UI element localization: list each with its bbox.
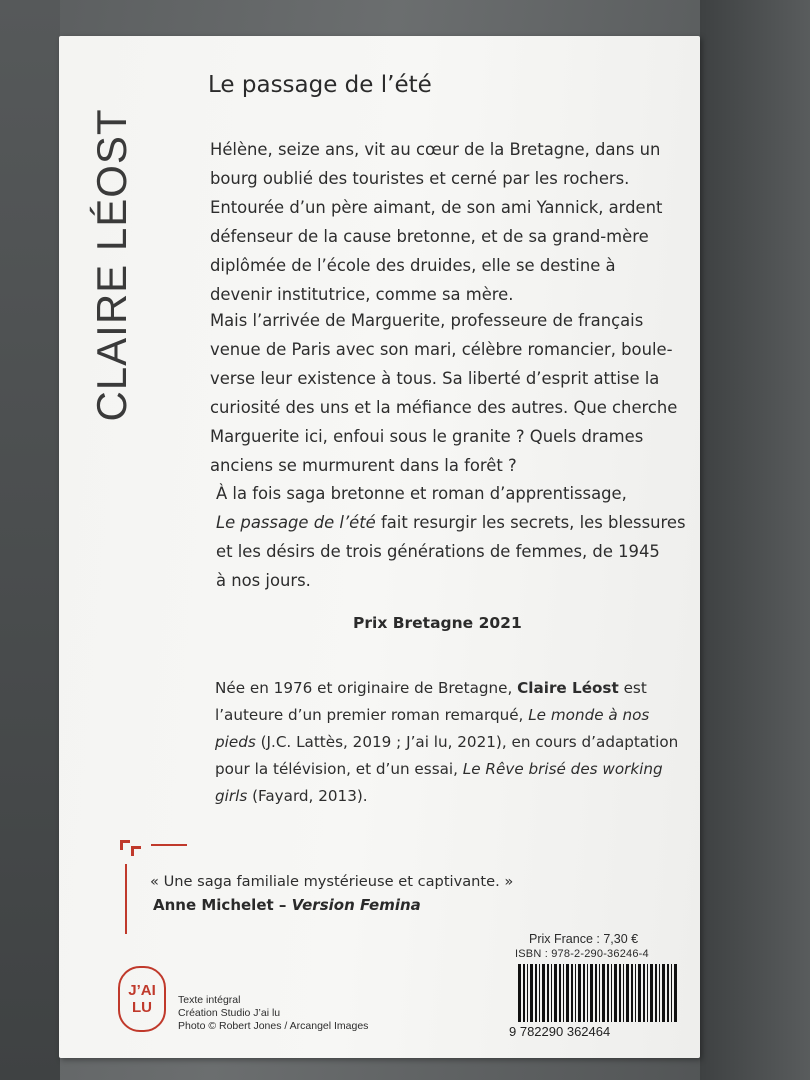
author-bio bbox=[215, 675, 678, 810]
jai-lu-logo bbox=[118, 966, 166, 1032]
barcode-bar bbox=[643, 964, 645, 1022]
text-line: Mais l’arrivée de Marguerite, professeure de français bbox=[210, 311, 644, 330]
barcode-bar bbox=[635, 964, 636, 1022]
title-italic: pieds bbox=[215, 733, 256, 751]
barcode-bar bbox=[554, 964, 557, 1022]
barcode-bar bbox=[659, 964, 660, 1022]
text-fragment: l’auteure d’un premier roman remarqué, bbox=[215, 706, 529, 724]
barcode-bar bbox=[587, 964, 588, 1022]
barcode-bar bbox=[631, 964, 633, 1022]
text-line: curiosité des uns et la méfiance des autres. Que cherche bbox=[210, 398, 678, 417]
text-line: diplômée de l’école des druides, elle se destine à bbox=[210, 256, 616, 275]
barcode-bar bbox=[535, 964, 537, 1022]
credit-line: Texte intégral bbox=[178, 994, 241, 1006]
price-label: Prix France : 7,30 € bbox=[529, 932, 639, 946]
barcode-bar bbox=[655, 964, 657, 1022]
barcode-bar bbox=[583, 964, 585, 1022]
text-fragment: (J.C. Lattès, 2019 ; J’ai lu, 2021), en cours d’adaptation bbox=[255, 733, 679, 751]
barcode-bar bbox=[599, 964, 600, 1022]
quote-author: Anne Michelet – bbox=[153, 896, 292, 914]
barcode-bar bbox=[611, 964, 612, 1022]
credit-line: Photo © Robert Jones / Arcangel Images bbox=[178, 1020, 369, 1032]
barcode-bar bbox=[578, 964, 581, 1022]
text-fragment: (Fayard, 2013). bbox=[247, 787, 368, 805]
text-line: À la fois saga bretonne et roman d’apprentissage, bbox=[216, 484, 627, 503]
author-name: CLAIRE LÉOST bbox=[88, 108, 135, 422]
blurb-paragraph-1 bbox=[210, 135, 663, 309]
barcode-bar bbox=[571, 964, 573, 1022]
text-line: venue de Paris avec son mari, célèbre romancier, boule- bbox=[210, 340, 673, 359]
blurb-paragraph-3 bbox=[216, 479, 686, 595]
barcode-bar bbox=[551, 964, 552, 1022]
barcode-bar bbox=[575, 964, 576, 1022]
barcode-bar bbox=[518, 964, 521, 1022]
text-line bbox=[215, 729, 678, 756]
barcode-bar bbox=[638, 964, 641, 1022]
text-line: devenir institutrice, comme sa mère. bbox=[210, 285, 514, 304]
title-italic: Le passage de l’été bbox=[216, 513, 376, 532]
press-quote: « Une saga familiale mystérieuse et captivante. » bbox=[150, 873, 514, 890]
text-line: bourg oublié des touristes et cerné par les rochers. bbox=[210, 169, 630, 188]
accent-rule-horizontal bbox=[151, 844, 187, 846]
barcode-bar bbox=[623, 964, 624, 1022]
text-fragment: fait resurgir les secrets, les blessures bbox=[375, 513, 686, 532]
text-line: à nos jours. bbox=[216, 571, 311, 590]
barcode-bar bbox=[539, 964, 540, 1022]
text-line bbox=[215, 756, 678, 783]
barcode-bar bbox=[542, 964, 545, 1022]
barcode-bar bbox=[650, 964, 653, 1022]
barcode-bar bbox=[566, 964, 569, 1022]
barcode-icon bbox=[518, 964, 678, 1022]
barcode-bar bbox=[607, 964, 609, 1022]
text-fragment: est bbox=[618, 679, 647, 697]
text-line bbox=[215, 675, 678, 702]
barcode-bar bbox=[530, 964, 533, 1022]
text-line: Entourée d’un père aimant, de son ami Yannick, ardent bbox=[210, 198, 663, 217]
barcode-bar bbox=[527, 964, 528, 1022]
barcode-bar bbox=[602, 964, 605, 1022]
barcode-digits: 9 782290 362464 bbox=[509, 1024, 611, 1039]
title-italic: girls bbox=[215, 787, 248, 805]
logo-line-2: LU bbox=[132, 999, 152, 1016]
quote-source bbox=[153, 896, 421, 914]
book-title: Le passage de l’été bbox=[208, 72, 432, 98]
barcode-bar bbox=[626, 964, 629, 1022]
text-line: défenseur de la cause bretonne, et de sa grand-mère bbox=[210, 227, 649, 246]
barcode-bar bbox=[547, 964, 549, 1022]
text-line bbox=[215, 702, 678, 729]
text-line: et les désirs de trois générations de femmes, de 1945 bbox=[216, 542, 660, 561]
barcode-bar bbox=[667, 964, 669, 1022]
text-line: Marguerite ici, enfoui sous le granite ? Quels drames bbox=[210, 427, 644, 446]
barcode-bar bbox=[671, 964, 672, 1022]
text-line: Hélène, seize ans, vit au cœur de la Bretagne, dans un bbox=[210, 140, 661, 159]
blurb-paragraph-2 bbox=[210, 306, 678, 480]
barcode-bar bbox=[563, 964, 564, 1022]
background-left bbox=[0, 0, 60, 1080]
author-name-bold: Claire Léost bbox=[517, 679, 619, 697]
prize-label: Prix Bretagne 2021 bbox=[353, 614, 522, 632]
author-spine-text bbox=[82, 100, 142, 430]
barcode-bar bbox=[674, 964, 677, 1022]
accent-rule-vertical bbox=[125, 864, 127, 934]
credit-line: Création Studio J’ai lu bbox=[178, 1007, 281, 1019]
barcode-bar bbox=[590, 964, 593, 1022]
barcode-bar bbox=[619, 964, 621, 1022]
text-line bbox=[216, 508, 686, 537]
text-fragment: pour la télévision, et d’un essai, bbox=[215, 760, 463, 778]
barcode-bar bbox=[662, 964, 665, 1022]
quote-publication: Version Femina bbox=[291, 896, 421, 914]
title-italic: Le Rêve brisé des working bbox=[462, 760, 663, 778]
barcode-bar bbox=[559, 964, 561, 1022]
barcode-bar bbox=[595, 964, 597, 1022]
title-italic: Le monde à nos bbox=[528, 706, 650, 724]
credits bbox=[178, 994, 368, 1033]
publisher-mark-icon bbox=[118, 836, 148, 858]
isbn-label: ISBN : 978-2-290-36246-4 bbox=[515, 948, 649, 960]
barcode-bar bbox=[647, 964, 648, 1022]
barcode-bar bbox=[614, 964, 617, 1022]
text-line: verse leur existence à tous. Sa liberté d’esprit attise la bbox=[210, 369, 660, 388]
barcode-bar bbox=[523, 964, 525, 1022]
text-line: anciens se murmurent dans la forêt ? bbox=[210, 456, 517, 475]
text-fragment: Née en 1976 et originaire de Bretagne, bbox=[215, 679, 518, 697]
text-line bbox=[215, 783, 678, 810]
background-right bbox=[700, 0, 810, 1080]
logo-line-1: J’AI bbox=[128, 982, 156, 999]
